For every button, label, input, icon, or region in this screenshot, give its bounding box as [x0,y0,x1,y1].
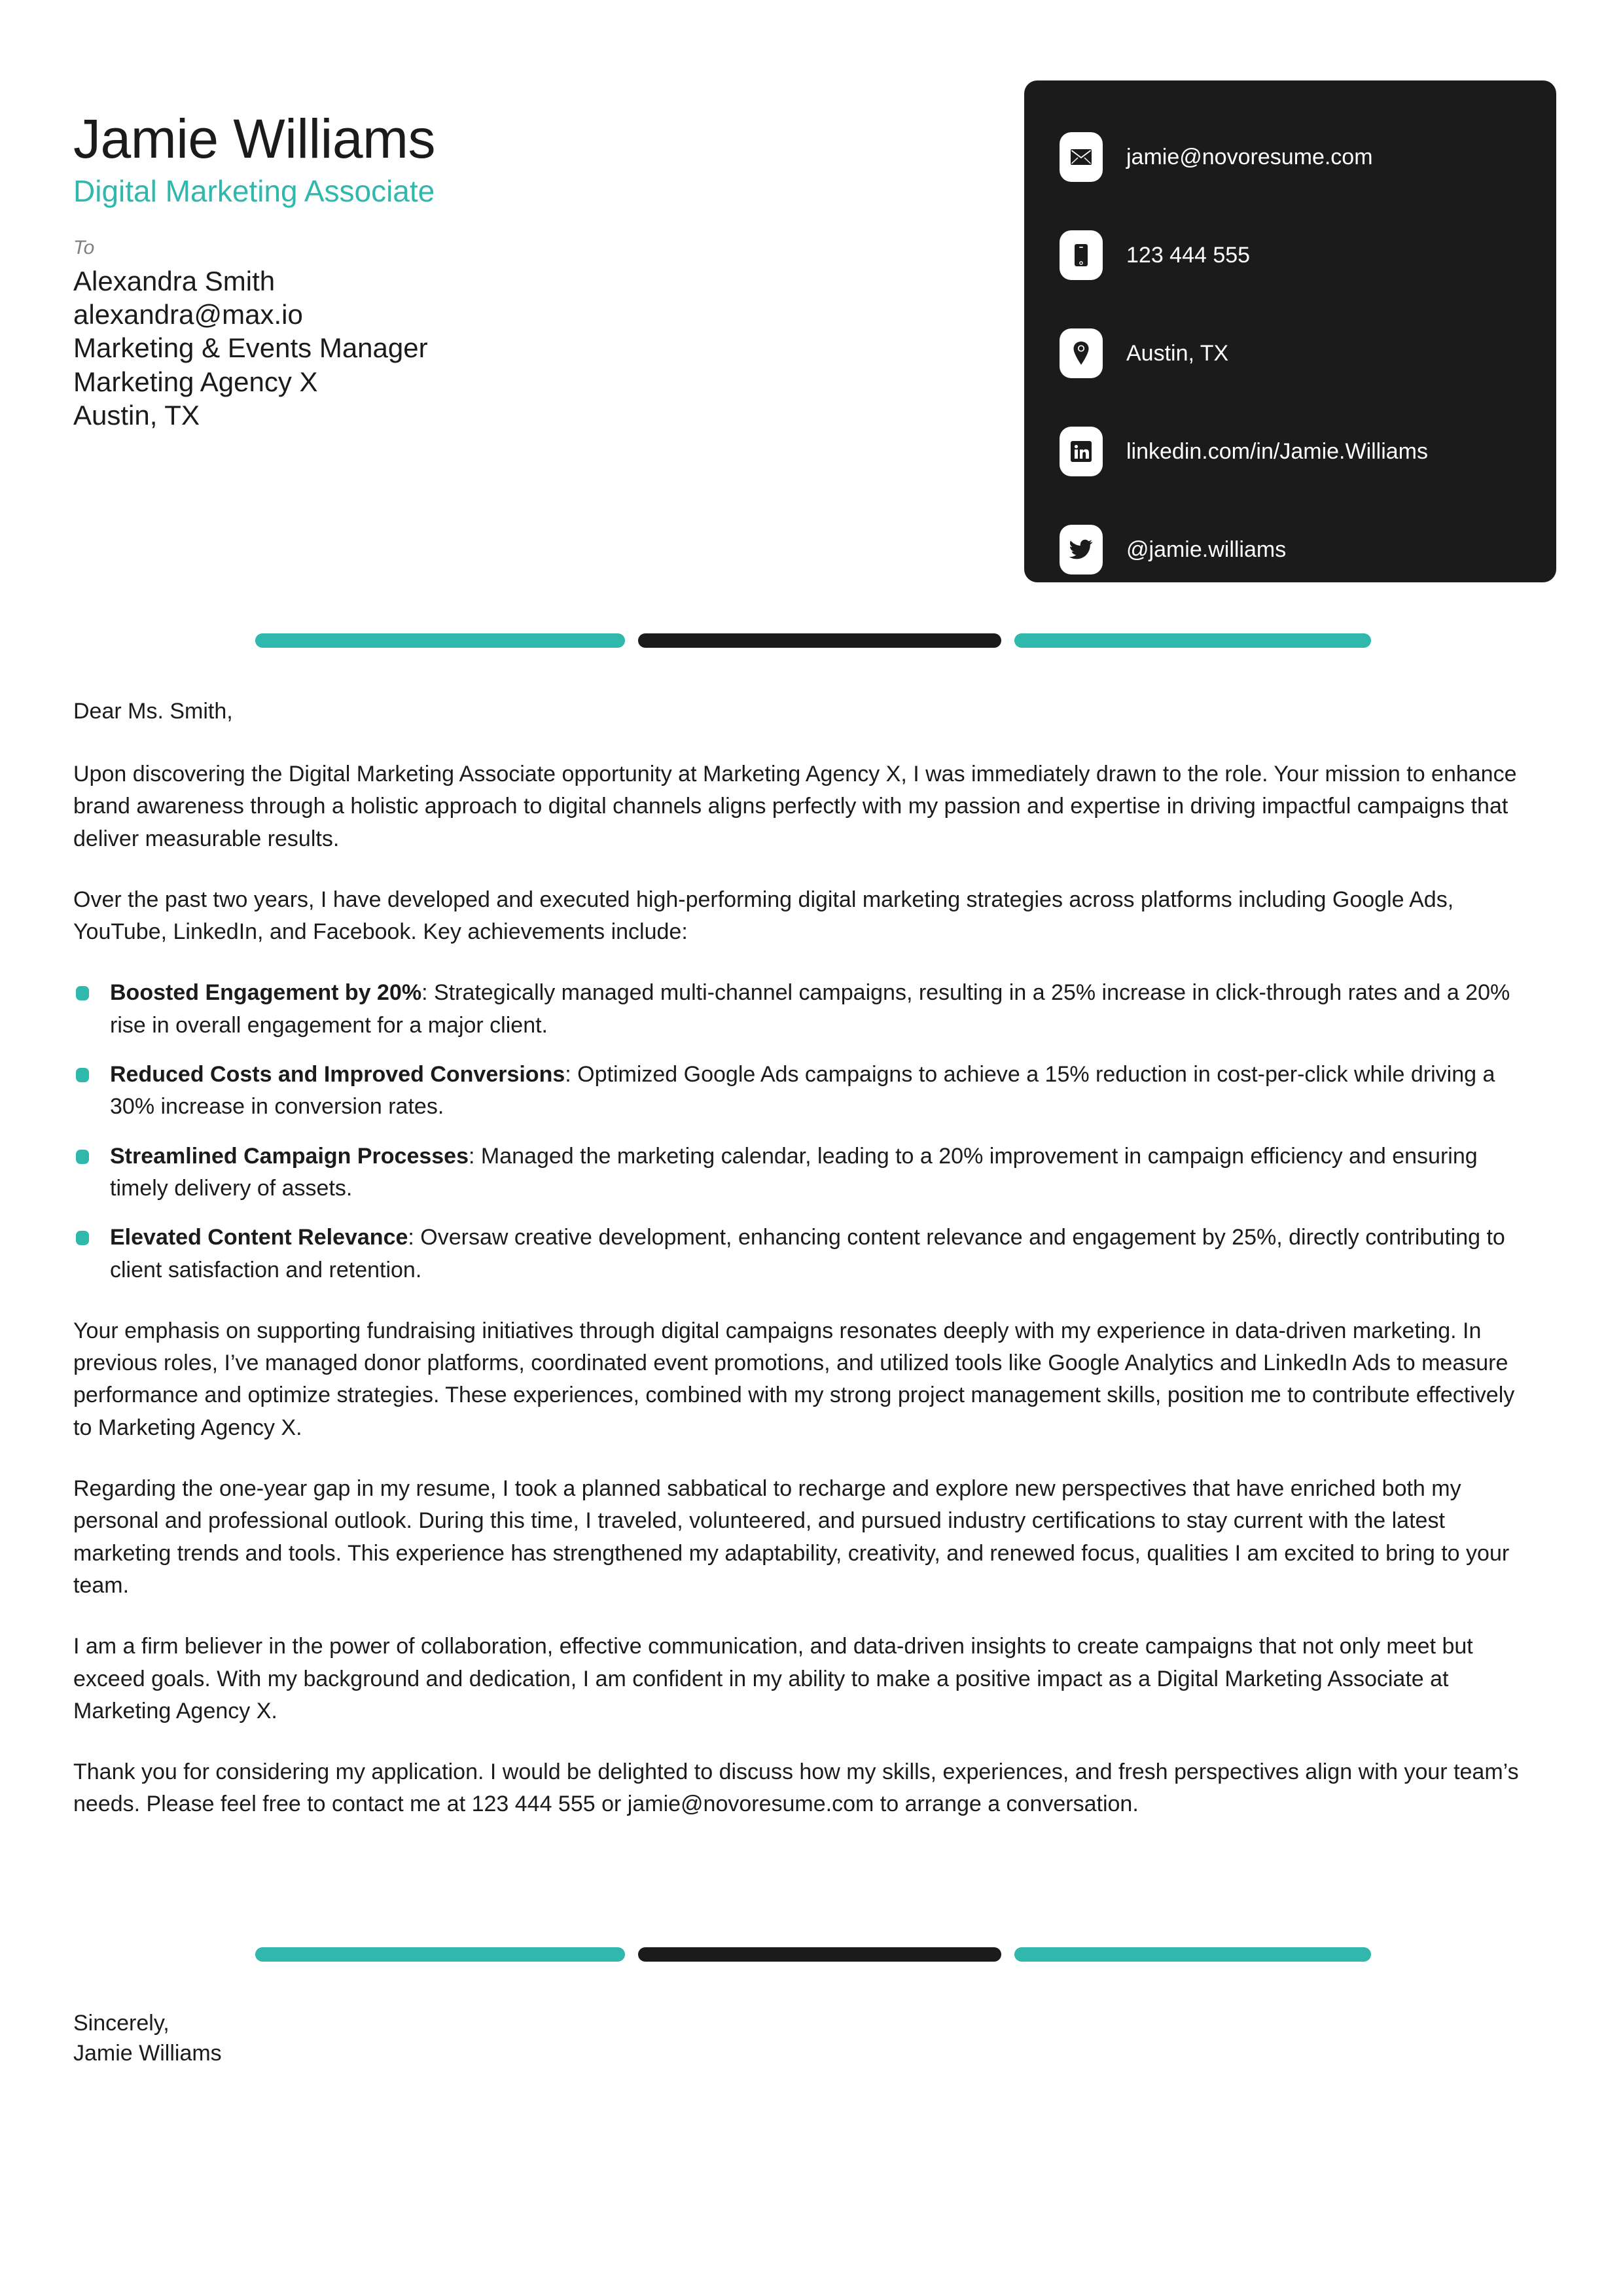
recipient-location: Austin, TX [73,399,200,431]
signature-name: Jamie Williams [73,2040,222,2066]
letter-body [73,699,1539,1850]
envelope-icon [1060,132,1103,182]
paragraph-6: Thank you for considering my application. I would be delighted to discuss how my skills, experiences, and fresh perspectives align with your team’s needs. Please feel free to contact me at 123 444 555 or jamie@novoresume.com to arrange a conversation. [73,1759,1519,1817]
contact-value-phone: 123 444 555 [1126,243,1251,268]
bullet-lead: Boosted Engagement by 20% [110,980,422,1006]
contact-row-linkedin[interactable] [1024,413,1556,490]
recipient-company: Marketing Agency X [73,366,318,397]
twitter-icon [1060,525,1103,574]
bullet-rest: : Strategically managed multi-channel campaigns, resulting in a 25% increase in click-through rates and a 20% rise in overall engagement for a major client. [110,980,1510,1038]
divider-bar-teal-left [255,633,625,648]
paragraph-3: Your emphasis on supporting fundraising initiatives through digital campaigns resonates deeply with my experience in data-driven marketing. In previous roles, I’ve managed donor platforms, coordinated event promotions, and utilized tools like Google Analytics and LinkedIn Ads to measure performance and optimize strategies. These experiences, combined with my strong project management skills, position me to contribute effectively to Marketing Agency X. [73,1318,1515,1440]
phone-icon [1060,230,1103,280]
paragraph-1: Upon discovering the Digital Marketing Associate opportunity at Marketing Agency X, I was immediately drawn to the role. Your mission to enhance brand awareness through a holistic approach to digital channels aligns perfectly with my passion and expertise in driving impactful campaigns that deliver measurable results. [73,762,1517,851]
contact-row-twitter[interactable] [1024,511,1556,588]
bullet-marker-icon [76,1231,89,1245]
bullet-marker-icon [76,1150,89,1164]
paragraph-2: Over the past two years, I have developed and executed high-performing digital marketing strategies across platforms including Google Ads, YouTube, LinkedIn, and Facebook. Key achievements include: [73,887,1454,945]
recipient-name: Alexandra Smith [73,265,276,296]
divider-bar-teal-left [255,1947,625,1962]
contact-row-email[interactable] [1024,118,1556,196]
contact-value-linkedin: linkedin.com/in/Jamie.Williams [1126,439,1429,464]
contact-row-phone[interactable] [1024,217,1556,294]
to-label: To [73,236,95,258]
divider-bar-dark-center [638,1947,1001,1962]
bullet-lead: Streamlined Campaign Processes [110,1143,469,1169]
contact-value-email: jamie@novoresume.com [1126,145,1373,169]
recipient-email: alexandra@max.io [73,299,303,330]
achievements-list [73,977,1539,1286]
bullet-rest: : Oversaw creative development, enhancing content relevance and engagement by 25%, directly contributing to client satisfaction and retention. [110,1225,1505,1282]
recipient-title: Marketing & Events Manager [73,332,428,364]
signature-closing: Sincerely, [73,2011,169,2036]
bullet-lead: Elevated Content Relevance [110,1225,408,1250]
contact-panel [1024,80,1556,582]
divider-top [0,633,1623,648]
contact-value-location: Austin, TX [1126,341,1229,366]
linkedin-icon [1060,427,1103,476]
signature-block [73,2009,222,2069]
contact-value-twitter: @jamie.williams [1126,537,1287,562]
bullet-marker-icon [76,986,89,1000]
list-item [73,977,1539,1042]
applicant-name: Jamie Williams [73,108,436,169]
divider-bar-teal-right [1014,633,1371,648]
bullet-marker-icon [76,1068,89,1082]
applicant-tagline: Digital Marketing Associate [73,173,435,208]
location-pin-icon [1060,328,1103,378]
divider-bar-teal-right [1014,1947,1371,1962]
salutation: Dear Ms. Smith, [73,699,233,724]
bullet-rest: : Managed the marketing calendar, leading to a 20% improvement in campaign efficiency and ensuring timely delivery of assets. [110,1143,1478,1201]
list-item [73,1059,1539,1123]
contact-row-location[interactable] [1024,315,1556,392]
divider-bottom [0,1947,1623,1962]
list-item [73,1222,1539,1286]
bullet-rest: : Optimized Google Ads campaigns to achieve a 15% reduction in cost-per-click while driving a 30% increase in conversion rates. [110,1062,1495,1120]
paragraph-4: Regarding the one-year gap in my resume, I took a planned sabbatical to recharge and explore new perspectives that have enriched both my personal and professional outlook. During this time, I traveled, volunteered, and pursued industry certifications to stay current with the latest marketing trends and tools. This experience has strengthened my adaptability, creativity, and renewed focus, qualities I am excited to bring to your team. [73,1476,1510,1598]
recipient-block [73,264,976,432]
letter-header [73,108,976,432]
divider-bar-dark-center [638,633,1001,648]
list-item [73,1140,1539,1205]
bullet-lead: Reduced Costs and Improved Conversions [110,1062,565,1087]
paragraph-5: I am a firm believer in the power of collaboration, effective communication, and data-driven insights to create campaigns that not only meet but exceed goals. With my background and dedication, I am confident in my ability to make a positive impact as a Digital Marketing Associate at Marketing Agency X. [73,1634,1473,1723]
